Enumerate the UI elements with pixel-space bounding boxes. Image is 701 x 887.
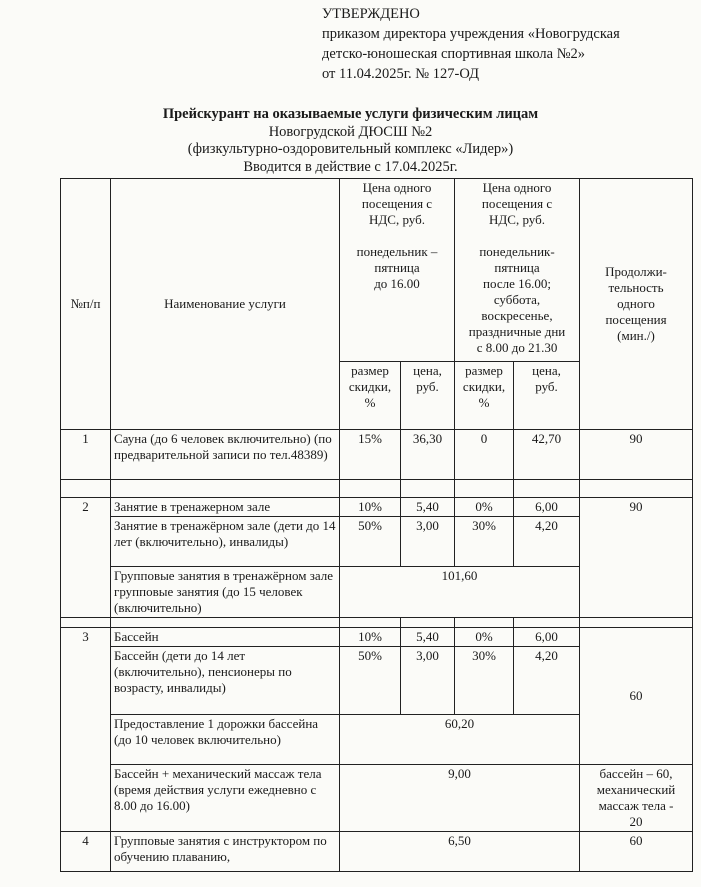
header-line: цена, bbox=[532, 363, 561, 378]
header-line: размер bbox=[351, 363, 389, 378]
price-table bbox=[60, 178, 693, 872]
header-cost-evening bbox=[514, 362, 580, 430]
discount-weekday: 10% bbox=[340, 498, 401, 517]
header-discount-evening bbox=[455, 362, 514, 430]
table-row bbox=[61, 628, 693, 647]
header-line: руб. bbox=[416, 379, 439, 394]
discount-weekday: 15% bbox=[340, 430, 401, 480]
table-spacer-row bbox=[61, 618, 693, 628]
discount-weekday: 50% bbox=[340, 647, 401, 715]
header-discount-weekday bbox=[340, 362, 401, 430]
header-price-weekday-line: понедельник – bbox=[356, 244, 438, 259]
price-weekday: 36,30 bbox=[401, 430, 455, 480]
price-evening: 6,00 bbox=[514, 498, 580, 517]
title-main: Прейскурант на оказываемые услуги физическим лицам bbox=[162, 106, 539, 122]
discount-evening: 30% bbox=[455, 647, 514, 715]
discount-weekday: 50% bbox=[340, 517, 401, 567]
price-evening: 6,00 bbox=[514, 628, 580, 647]
duration-line: механический bbox=[596, 782, 676, 797]
price-flat: 101,60 bbox=[340, 567, 580, 618]
service-name: Бассейн + механический массаж тела (время действия услуги ежедневно с 8.00 до 16.00) bbox=[111, 765, 340, 832]
header-price-weekday-line: посещения с bbox=[361, 196, 433, 211]
title-line-2: Новогрудской ДЮСШ №2 bbox=[268, 123, 433, 140]
price-weekday: 5,40 bbox=[401, 628, 455, 647]
service-name: Групповые занятия в тренажёрном зале групповые занятия (до 15 человек (включительно) bbox=[111, 567, 340, 618]
service-name: Групповые занятия с инструктором по обучению плаванию, bbox=[111, 832, 340, 872]
header-price-evening-line: Цена одного bbox=[482, 180, 552, 195]
discount-evening: 0% bbox=[455, 628, 514, 647]
header-line: % bbox=[364, 395, 376, 410]
price-evening: 4,20 bbox=[514, 647, 580, 715]
price-evening: 4,20 bbox=[514, 517, 580, 567]
header-price-evening-line: НДС, руб. bbox=[489, 212, 545, 227]
approval-line-3: от 11.04.2025г. № 127-ОД bbox=[322, 66, 479, 82]
header-cost-weekday bbox=[401, 362, 455, 430]
price-weekday: 5,40 bbox=[401, 498, 455, 517]
price-weekday: 3,00 bbox=[401, 517, 455, 567]
table-row bbox=[61, 498, 693, 517]
duration: 60 bbox=[580, 832, 693, 872]
header-duration-line: посещения bbox=[605, 312, 667, 327]
header-price-evening-line: праздничные дни bbox=[468, 324, 566, 339]
service-name: Занятие в тренажерном зале bbox=[111, 498, 340, 517]
header-line: скидки, bbox=[462, 379, 506, 394]
row-number: 1 bbox=[61, 430, 111, 480]
approval-block bbox=[322, 4, 620, 84]
header-row-1 bbox=[61, 179, 693, 362]
approval-line-2: детско-юношеская спортивная школа №2» bbox=[322, 46, 586, 62]
header-price-evening-line: посещения с bbox=[481, 196, 553, 211]
row-number: 4 bbox=[61, 832, 111, 872]
header-duration-line: тельность bbox=[608, 280, 664, 295]
service-name: Бассейн (дети до 14 лет (включительно), пенсионеры по возрасту, инвалиды) bbox=[111, 647, 340, 715]
header-price-evening-line: суббота, bbox=[493, 292, 541, 307]
header-line: скидки, bbox=[348, 379, 392, 394]
title-line-4: Вводится в действие с 17.04.2025г. bbox=[243, 158, 458, 175]
table-row bbox=[61, 832, 693, 872]
table-spacer-row bbox=[61, 480, 693, 498]
header-line: размер bbox=[465, 363, 503, 378]
spacer bbox=[343, 228, 451, 244]
discount-weekday: 10% bbox=[340, 628, 401, 647]
header-price-weekday bbox=[340, 179, 455, 362]
header-price-weekday-line: до 16.00 bbox=[374, 276, 420, 291]
header-price-weekday-line: Цена одного bbox=[362, 180, 432, 195]
duration: 90 bbox=[580, 498, 693, 618]
header-duration-line: одного bbox=[617, 296, 655, 311]
duration-line: массаж тела - bbox=[598, 798, 674, 813]
price-flat: 6,50 bbox=[340, 832, 580, 872]
discount-evening: 0% bbox=[455, 498, 514, 517]
header-price-evening bbox=[455, 179, 580, 362]
row-number: 2 bbox=[61, 498, 111, 618]
table-row bbox=[61, 430, 693, 480]
service-name: Предоставление 1 дорожки бассейна (до 10 человек включительно) bbox=[111, 715, 340, 765]
price-flat: 60,20 bbox=[340, 715, 580, 765]
row-number: 3 bbox=[61, 628, 111, 832]
header-price-weekday-line: пятница bbox=[374, 260, 420, 275]
header-price-evening-line: пятница bbox=[494, 260, 540, 275]
header-price-evening-line: после 16.00; bbox=[483, 276, 551, 291]
service-name: Сауна (до 6 человек включительно) (по предварительной записи по тел.48389) bbox=[111, 430, 340, 480]
header-duration bbox=[580, 179, 693, 430]
header-line: % bbox=[478, 395, 490, 410]
duration-line: 20 bbox=[629, 814, 643, 829]
header-service-name: Наименование услуги bbox=[111, 179, 340, 430]
duration-line: бассейн – 60, bbox=[599, 766, 673, 781]
header-price-weekday-line: НДС, руб. bbox=[369, 212, 425, 227]
document-title bbox=[0, 106, 701, 176]
header-number: №п/п bbox=[61, 179, 111, 430]
approved-label: УТВЕРЖДЕНО bbox=[322, 6, 420, 22]
header-duration-line: (мин./) bbox=[617, 328, 655, 343]
approval-line-1: приказом директора учреждения «Новогрудская bbox=[322, 26, 620, 42]
price-flat: 9,00 bbox=[340, 765, 580, 832]
duration bbox=[580, 765, 693, 832]
spacer bbox=[458, 228, 576, 244]
header-price-evening-line: понедельник- bbox=[479, 244, 555, 259]
discount-evening: 30% bbox=[455, 517, 514, 567]
title-line-3: (физкультурно-оздоровительный комплекс «Лидер») bbox=[187, 141, 514, 157]
duration: 60 bbox=[580, 628, 693, 765]
header-line: руб. bbox=[535, 379, 558, 394]
discount-evening: 0 bbox=[455, 430, 514, 480]
header-line: цена, bbox=[413, 363, 442, 378]
table-row bbox=[61, 765, 693, 832]
duration: 90 bbox=[580, 430, 693, 480]
service-name: Занятие в тренажёрном зале (дети до 14 лет (включительно), инвалиды) bbox=[111, 517, 340, 567]
header-price-evening-line: с 8.00 до 21.30 bbox=[476, 340, 558, 355]
price-weekday: 3,00 bbox=[401, 647, 455, 715]
service-name: Бассейн bbox=[111, 628, 340, 647]
header-duration-line: Продолжи- bbox=[605, 264, 667, 279]
price-evening: 42,70 bbox=[514, 430, 580, 480]
header-price-evening-line: воскресенье, bbox=[481, 308, 553, 323]
